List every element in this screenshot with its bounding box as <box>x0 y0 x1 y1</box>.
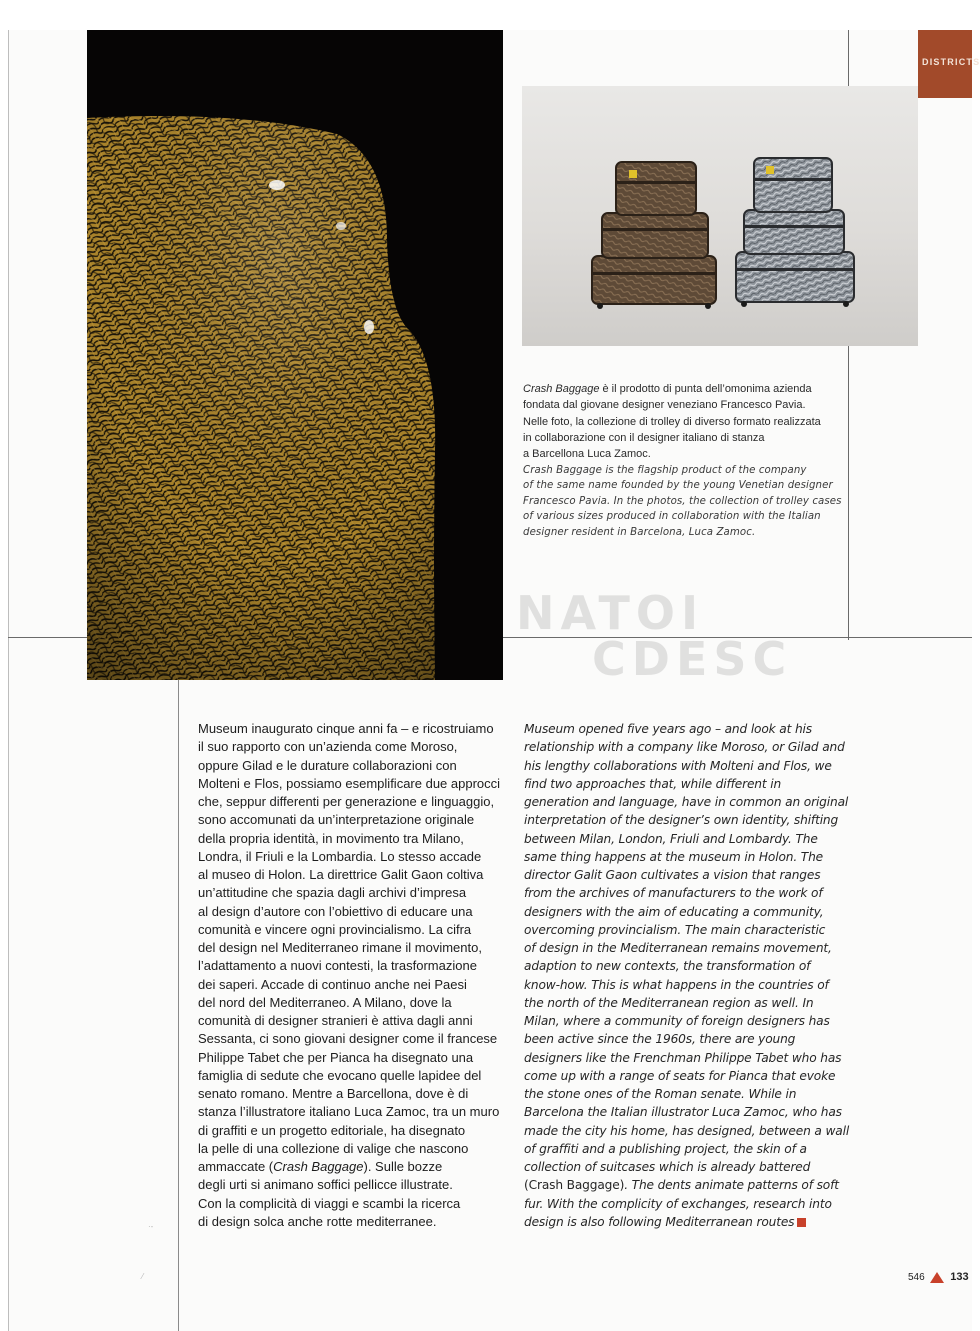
text-line: di graffiti e un progetto editoriale, ha disegnato <box>198 1122 466 1138</box>
caption-line: designer resident in Barcelona, Luca Zamoc. <box>523 526 756 538</box>
body-text-italian <box>198 720 506 1231</box>
text-line: degli urti si animano soffici pellicce illustrate. <box>198 1177 453 1193</box>
text-line: al museo di Holon. La direttrice Galit Gaon coltiva <box>198 867 484 882</box>
caption-product-name: Crash Baggage <box>523 383 600 395</box>
text-line: fur. With the complicity of exchanges, research into <box>524 1196 832 1211</box>
magazine-logo-icon <box>930 1272 944 1283</box>
text-line: la pelle di una collezione di valige che nascono <box>198 1140 469 1156</box>
text-line: stanza l’illustratore italiano Luca Zamoc, tra un muro <box>198 1104 500 1120</box>
vase-illustration <box>87 30 503 680</box>
text-line: oppure Gilad e le durature collaborazioni con <box>198 757 457 773</box>
end-mark-icon <box>797 1218 806 1227</box>
page-edge-rule <box>8 30 9 1331</box>
page-folio <box>908 1271 969 1285</box>
text-line: overcoming provincialism. The main characteristic <box>524 922 826 937</box>
text-line: relationship with a company like Moroso, or Gilad and <box>524 740 845 755</box>
text-line: Londra, il Friuli e la Lombardia. Lo stesso accade <box>198 848 482 864</box>
vase-photo <box>87 30 503 680</box>
caption-line <box>523 381 843 397</box>
luggage-photo <box>522 86 918 346</box>
text-line: been active since the 1960s, there are young <box>524 1032 796 1047</box>
text-line: della propria identità, in movimento tra Milano, <box>198 830 464 846</box>
caption-line: Nelle foto, la collezione di trolley di diverso formato realizzata <box>523 415 821 428</box>
text-line: Milan, where a community of foreign designers has <box>524 1014 830 1028</box>
text-line: know-how. This is what happens in the countries of <box>524 977 829 992</box>
caption-line: fondata dal giovane designer veneziano Francesco Pavia. <box>523 399 806 412</box>
text-line: famiglia di sedute che evocano quelle lapidee del <box>198 1067 482 1083</box>
text-line: comunità e vincere ogni provincialismo. La cifra <box>198 921 472 937</box>
caption-line: of the same name founded by the young Venetian designer <box>523 480 833 492</box>
text-line: of design in the Mediterranean remains movement, <box>524 941 832 955</box>
luggage-illustration <box>522 86 918 346</box>
text-line: dei saperi. Accade di continuo anche nei Paesi <box>198 976 467 992</box>
text-line: che, seppur differenti per generazione e linguaggio, <box>198 794 495 809</box>
product-name: Crash Baggage <box>273 1159 364 1174</box>
text-line: come up with a range of seats for Pianca that evoke <box>524 1068 836 1083</box>
text-line: ammaccate (Crash Baggage). Sulle bozze <box>198 1159 443 1174</box>
text-line: find two approaches that, while different in <box>524 776 782 791</box>
text-line: Museum inaugurato cinque anni fa – e ricostruiamo <box>198 721 494 736</box>
caption-line: in collaborazione con il designer italiano di stanza <box>523 431 765 444</box>
caption-english <box>523 463 843 540</box>
caption-line: Crash Baggage is the flagship product of the company <box>523 465 807 476</box>
text-line: (Crash Baggage). The dents animate patterns of soft <box>524 1178 839 1193</box>
caption-line: of various sizes produced in collaboration with the Italian <box>523 511 821 523</box>
text-line: the north of the Mediterranean region as well. In <box>524 995 814 1010</box>
text-line: design is also following Mediterranean routes <box>524 1213 839 1231</box>
show-through-text: NATOI CDESC <box>516 586 793 686</box>
text-line: di design solca anche rotte mediterranee. <box>198 1213 437 1229</box>
page-number: 133 <box>950 1271 969 1283</box>
text-line: made the city his home, has designed, between a wall <box>524 1123 850 1138</box>
text-line: of graffiti and a publishing project, the skin of a <box>524 1141 807 1156</box>
text-line: Museum opened five years ago – and look at his <box>524 722 812 736</box>
text-line: adaption to new contexts, the transformation of <box>524 959 811 974</box>
body-text-english <box>524 720 850 1231</box>
text-line: Con la complicità di viaggi e scambi la ricerca <box>198 1195 461 1211</box>
text-line: senato romano. Mentre a Barcellona, dove è di <box>198 1086 469 1101</box>
text-line: un’attitudine che spazia dagli archivi d’impresa <box>198 885 467 901</box>
text-line: sono accomunati da un’interpretazione originale <box>198 812 475 828</box>
text-line: comunità di designer stranieri è attiva dagli anni <box>198 1013 473 1028</box>
text-line: generation and language, have in common an original <box>524 795 849 809</box>
text-line: same thing happens at the museum in Holon. The <box>524 849 823 864</box>
paper-mark: ⁄ <box>142 1272 144 1281</box>
caption-line: Francesco Pavia. In the photos, the collection of trolley cases <box>523 495 842 507</box>
text-line: collection of suitcases which is already battered <box>524 1160 811 1174</box>
text-line: del design nel Mediterraneo rimane il movimento, <box>198 940 482 955</box>
column-rule-left <box>178 640 179 1331</box>
text-line: Molteni e Flos, possiamo esemplificare due approcci <box>198 775 501 791</box>
issue-number: 546 <box>908 1271 925 1283</box>
text-line: Barcelona the Italian illustrator Luca Zamoc, who has <box>524 1105 842 1120</box>
caption-first-line-rest: è il prodotto di punta dell’omonima azienda <box>599 383 812 395</box>
caption-italian <box>523 381 843 462</box>
text-line: director Galit Gaon cultivates a vision that ranges <box>524 868 821 882</box>
text-line: the stone ones of the Roman senate. While in <box>524 1087 797 1101</box>
text-line: designers like the Frenchman Philippe Tabet who has <box>524 1050 842 1065</box>
paper-mark: ·‐ <box>148 1222 154 1231</box>
text-line: designers with the aim of educating a community, <box>524 904 824 919</box>
section-tab: DISTRICTS <box>918 30 972 98</box>
text-line: il suo rapporto con un’azienda come Moroso, <box>198 739 458 755</box>
text-line: l’adattamento a nuovi contesti, la trasformazione <box>198 958 477 974</box>
text-line: Philippe Tabet che per Pianca ha disegnato una <box>198 1049 474 1065</box>
text-line: from the archives of manufacturers to the work of <box>524 886 823 901</box>
text-line: his lengthy collaborations with Molteni and Flos, we <box>524 758 832 773</box>
caption-line: a Barcellona Luca Zamoc. <box>523 448 651 461</box>
text-line: del nord del Mediterraneo. A Milano, dove la <box>198 994 452 1010</box>
text-line: Sessanta, ci sono giovani designer come il francese <box>198 1031 498 1047</box>
text-line: al design d’autore con l’obiettivo di educare una <box>198 903 473 919</box>
product-name: (Crash Baggage) <box>524 1178 625 1193</box>
text-line: between Milan, London, Friuli and Lombardy. The <box>524 831 818 846</box>
text-line: interpretation of the designer’s own identity, shifting <box>524 813 839 828</box>
